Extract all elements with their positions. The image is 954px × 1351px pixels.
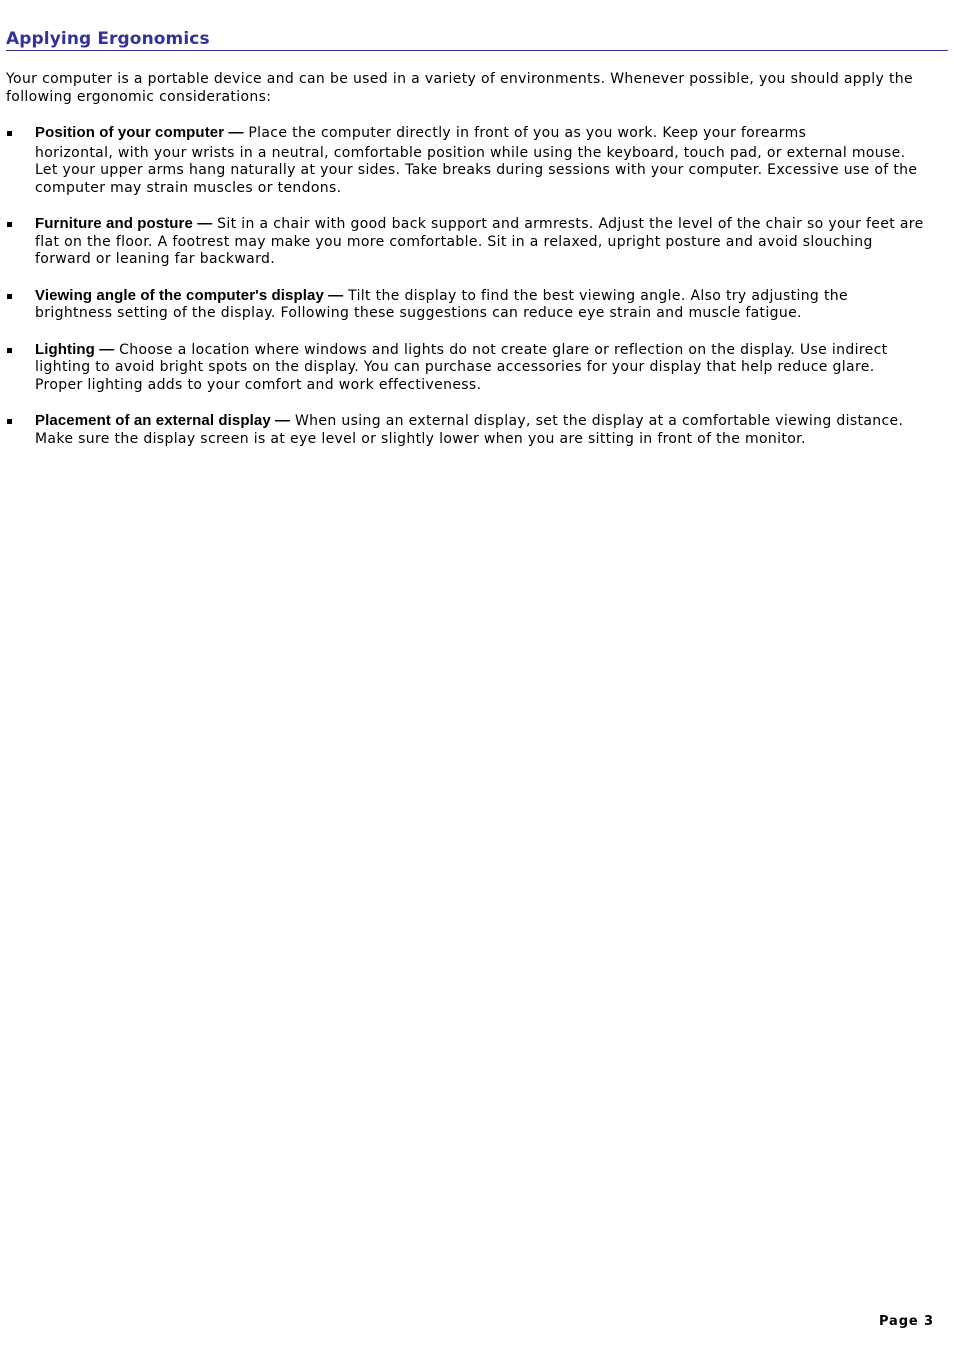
document-page xyxy=(6,0,948,466)
list-item-lighting xyxy=(6,341,925,395)
list-item-lead: Viewing angle of the computer's display — xyxy=(35,286,344,304)
list-item-lead: Lighting — xyxy=(35,340,115,358)
square-bullet-icon xyxy=(7,131,12,136)
square-bullet-icon xyxy=(7,348,12,353)
intro-paragraph: Your computer is a portable device and can be used in a variety of environments. Whenever possible, you should apply the following ergonomic considerations: xyxy=(6,71,913,105)
list-item-text: When using an external display, set the display at a comfortable viewing distance. Make sure the display screen is at eye level or slightly lower when you are sitting in front of the monitor. xyxy=(35,413,904,447)
list-item-furniture xyxy=(6,215,925,269)
list-item-external-display xyxy=(6,412,925,448)
square-bullet-icon xyxy=(7,222,12,227)
list-item-text-rest: horizontal, with your wrists in a neutral, comfortable position while using the keyboard, touch pad, or external mouse. Let your upper arms hang naturally at your sides. Take breaks during sessions with your computer. Excessive use of the computer may strain muscles or tendons. xyxy=(35,144,918,196)
list-item-lead: Placement of an external display — xyxy=(35,412,291,429)
square-bullet-icon xyxy=(7,419,12,424)
list-item-text: Sit in a chair with good back support and armrests. Adjust the level of the chair so your feet are flat on the floor. A footrest may make you more comfortable. Sit in a relaxed, upright posture and avoid slouching forward or leaning far backward. xyxy=(35,216,924,267)
ergonomics-list xyxy=(6,124,948,448)
list-item-text: Place the computer directly in front of you as you work. Keep your forearms xyxy=(243,125,807,141)
page-number: Page 3 xyxy=(878,1314,934,1329)
list-item-position xyxy=(6,124,925,197)
square-bullet-icon xyxy=(7,294,12,299)
list-item-text: Choose a location where windows and lights do not create glare or reflection on the display. Use indirect lighting to avoid bright spots on the display. You can purchase accessories for your display that help reduce glare. Proper lighting adds to your comfort and work effectiveness. xyxy=(35,341,888,393)
page-title: Applying Ergonomics xyxy=(6,0,948,51)
list-item-first-line xyxy=(35,124,925,143)
list-item-text: Tilt the display to find the best viewing angle. Also try adjusting the brightness setting of the display. Following these suggestions can reduce eye strain and muscle fatigue. xyxy=(35,287,848,321)
list-item-viewing-angle xyxy=(6,287,925,323)
list-item-lead: Position of your computer — xyxy=(35,124,244,141)
list-item-lead: Furniture and posture — xyxy=(35,215,213,232)
